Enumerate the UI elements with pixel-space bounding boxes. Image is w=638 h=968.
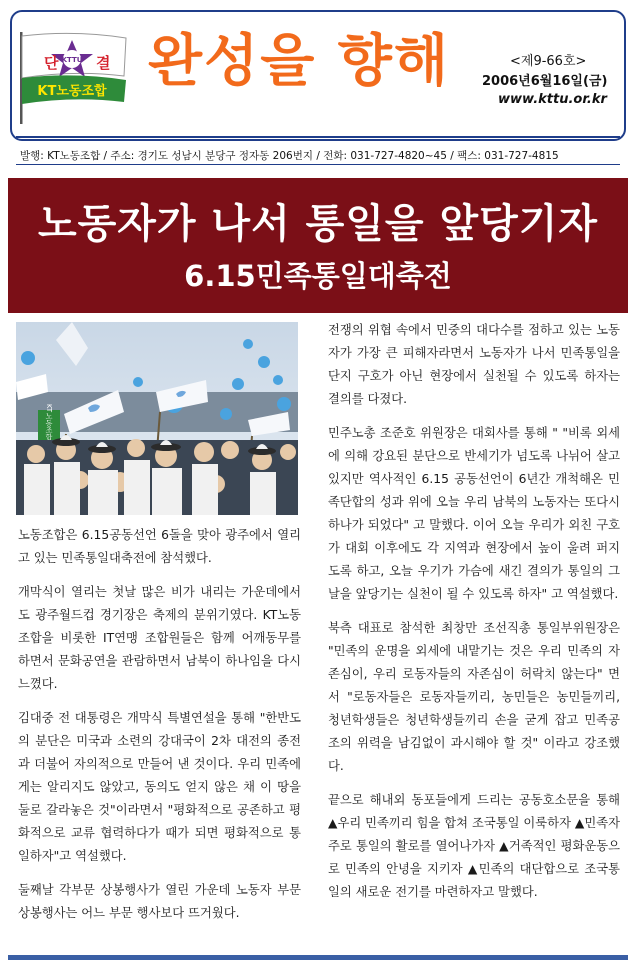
article-paragraph: 김대중 전 대통령은 개막식 특별연설을 통해 "한반도의 분단은 미국과 소련의 강대국이 2차 대전의 종전과 더불어 자의적으로 만들어 낸 것이다. 우리 민족에게는 알리지도 않았고, 동의도 얻지 않은 채 이 땅을 둘로 갈라놓은 것"이라면서 "평화적으로 공존하고 평화적으로 교류 협력하다가 때가 되면 평화적으로 통일하자"고 역설했다. (18, 711, 301, 863)
article-column-left (18, 524, 301, 936)
headline-banner (8, 178, 628, 313)
article-paragraph: 끝으로 해내외 동포들에게 드리는 공동호소문을 통해 ▲우리 민족끼리 힘을 합쳐 조국통일 이룩하자 ▲민족자주로 통일의 활로를 열어나가자 ▲거족적인 평화운동으로 민족의 안녕을 지키자 ▲민족의 대단합으로 조국통일의 새로운 전기를 마련하자고 말했다. (328, 793, 620, 899)
svg-text:KT노동조합: KT노동조합 (45, 403, 53, 441)
article-column-right (328, 319, 620, 915)
publisher-rule (16, 164, 620, 165)
website-link[interactable]: www.kttu.or.kr (498, 92, 607, 107)
headline: 노동자가 나서 통일을 앞당기자 (37, 201, 599, 247)
bottom-rule (8, 955, 628, 960)
issue-date: 2006년6월16일(금) (482, 74, 608, 89)
article-paragraph: 노동조합은 6.15공동선언 6돌을 맞아 광주에서 열리고 있는 민족통일대축전에 참석했다. (18, 528, 301, 565)
logo-band-text: KT노동조합 (37, 84, 107, 99)
kttu-logo-icon (14, 28, 132, 126)
article-paragraph: 개막식이 열리는 첫날 많은 비가 내리는 가운데에서도 광주월드컵 경기장은 축제의 분위기였다. KT노동조합을 비롯한 IT연맹 조합원들은 함께 어깨동무를 하면서 문화공연을 관람하면서 남북이 하나임을 다시 느꼈다. (18, 585, 301, 691)
logo-flag-left: 단 (44, 54, 59, 72)
logo-badge: KTTU (61, 56, 83, 64)
masthead-rule (16, 136, 620, 138)
rally-photo (16, 322, 298, 515)
logo-flag-right: 결 (96, 54, 111, 72)
article-paragraph: 민주노총 조준호 위원장은 대회사를 통해 " "비록 외세에 의해 강요된 분단으로 반세기가 넘도록 나뉘어 살고 있지만 역사적인 6.15 공동선언이 6년간 개척해온 민족단합의 성과 위에 오늘 우리 남북의 노동자는 또다시 하나가 되었다" 고 말했다. 이어 오늘 우리가 외친 구호가 대회 이후에도 각 지역과 현장에서 높이 울려 퍼지도록 하고, 오늘 우기가 가슴에 새긴 결의가 통일의 그날을 앞당기는 실천이 될 수 있도록 하자" 고 역설했다. (328, 426, 620, 601)
publisher-info: 발행: KT노동조합 / 주소: 경기도 성남시 분당구 정자동 206번지 / 전화: 031-727-4820~45 / 팩스: 031-727-4815 (20, 150, 559, 162)
issue-number: <제9-66호> (510, 54, 587, 69)
article-paragraph: 전쟁의 위협 속에서 민중의 대다수를 점하고 있는 노동자가 가장 큰 피해자라면서 노동자가 나서 민족통일을 단지 구호가 아닌 현장에서 실천될 수 있도록 하자는 결의를 다졌다. (328, 323, 620, 406)
newsletter-title: 완성을 향해 (148, 29, 450, 94)
article-paragraph: 북측 대표로 참석한 최창만 조선직총 통일부위원장은 "민족의 운명을 외세에 내맡기는 것은 우리 민족의 자존심이, 우리 로동자들의 자존심이 허락치 않는다" 면서 "로동자들은 로동자들끼리, 농민들은 농민들끼리, 청년학생들은 청년학생들끼리 손을 굳게 잡고 민족공조의 위력을 남김없이 과시해야 할 것" 이라고 강조했다. (328, 621, 620, 773)
subheadline: 6.15민족통일대축전 (184, 259, 452, 293)
article-paragraph: 둘째날 각부문 상봉행사가 열린 가운데 노동자 부문 상봉행사는 어느 부문 행사보다 뜨거웠다. (18, 883, 301, 920)
